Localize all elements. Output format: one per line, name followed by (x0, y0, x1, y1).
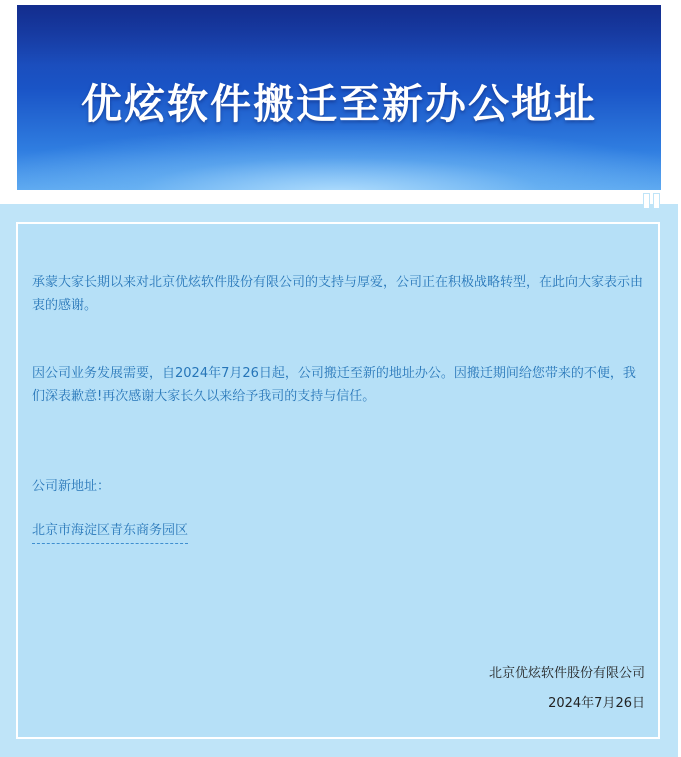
new-address-link[interactable]: 北京市海淀区青东商务园区 (32, 519, 188, 544)
banner-title: 优炫软件搬迁至新办公地址 (81, 80, 597, 128)
header-banner (17, 5, 661, 190)
corner-mark-left (643, 193, 650, 209)
corner-mark-right (653, 193, 660, 209)
notice-paragraph-relocation: 因公司业务发展需要，自2024年7月26日起，公司搬迁至新的地址办公。因搬迁期间给您带来的不便，我们深表歉意!再次感谢大家长久以来给予我司的支持与信任。 (32, 366, 636, 404)
company-signature: 北京优炫软件股份有限公司 (488, 666, 645, 681)
notice-date: 2024年7月26日 (548, 696, 645, 711)
address-label: 公司新地址： (32, 479, 111, 494)
notice-paragraph-thanks: 承蒙大家长期以来对北京优炫软件股份有限公司的支持与厚爱，公司正在积极战略转型，在此向大家表示由衷的感谢。 (32, 275, 644, 313)
